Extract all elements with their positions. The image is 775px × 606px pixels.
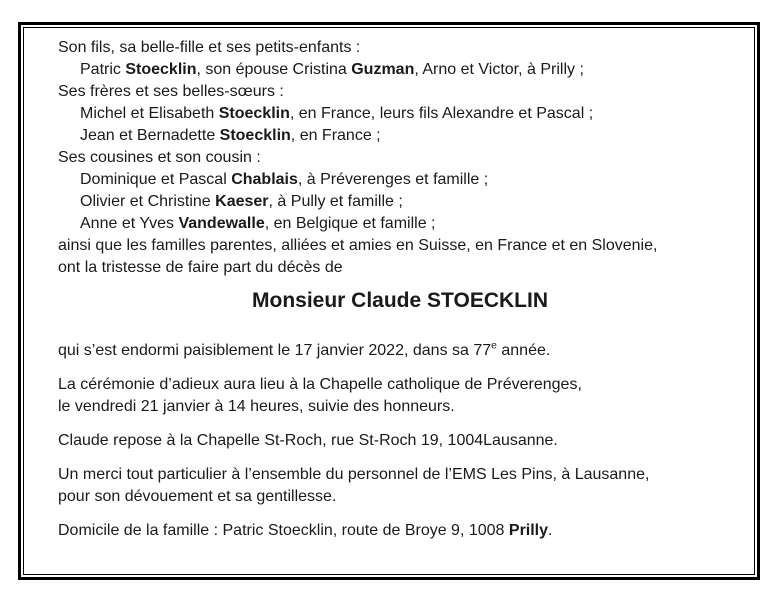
- paragraph-line: [58, 486, 742, 508]
- family-line: [58, 81, 742, 103]
- text-segment: Michel et Elisabeth: [80, 105, 219, 122]
- text-segment: Un merci tout particulier à l’ensemble du personnel de l’EMS Les Pins, à Lausanne,: [58, 466, 650, 483]
- text-segment: Chablais: [231, 171, 298, 188]
- family-line: [58, 169, 742, 191]
- text-segment: , à Préverenges et famille ;: [297, 171, 489, 188]
- text-segment: Olivier et Christine: [80, 193, 216, 210]
- paragraph-line: [58, 374, 742, 396]
- family-line: [58, 59, 742, 81]
- family-line: [58, 257, 742, 279]
- text-segment: .: [548, 522, 553, 539]
- text-segment: Kaeser: [215, 193, 269, 210]
- paragraph-line: [58, 340, 742, 362]
- text-segment: La cérémonie d’adieux aura lieu à la Chapelle catholique de Préverenges,: [58, 376, 582, 393]
- text-segment: Ses cousines et son cousin :: [58, 149, 261, 166]
- text-segment: , en Belgique et famille ;: [264, 215, 436, 232]
- notice-content: [24, 28, 754, 574]
- text-segment: qui s’est endormi paisiblement le 17 janvier 2022, dans sa 77: [58, 342, 492, 359]
- text-segment: , son épouse Cristina: [196, 61, 352, 78]
- paragraph-line: [58, 396, 742, 418]
- family-line: [58, 103, 742, 125]
- text-segment: , Arno et Victor, à Prilly ;: [414, 61, 584, 78]
- text-segment: ainsi que les familles parentes, alliées et amies en Suisse, en France et en Slovenie,: [58, 237, 658, 254]
- paragraph: [58, 340, 742, 362]
- text-segment: Jean et Bernadette: [80, 127, 220, 144]
- paragraph-line: [58, 464, 742, 486]
- text-segment: Vandewalle: [178, 215, 265, 232]
- paragraph: [58, 520, 742, 542]
- family-list: [58, 37, 742, 279]
- text-segment: Son fils, sa belle-fille et ses petits-enfants :: [58, 39, 361, 56]
- paragraph: [58, 430, 742, 452]
- paragraph-line: [58, 430, 742, 452]
- family-line: [58, 213, 742, 235]
- family-line: [58, 125, 742, 147]
- text-segment: Dominique et Pascal: [80, 171, 232, 188]
- text-segment: ont la tristesse de faire part du décès de: [58, 259, 343, 276]
- family-line: [58, 147, 742, 169]
- text-segment: Stoecklin: [219, 127, 291, 144]
- text-segment: Ses frères et ses belles-sœurs :: [58, 83, 284, 100]
- text-segment: Anne et Yves: [80, 215, 179, 232]
- text-segment: Guzman: [351, 61, 415, 78]
- deceased-name-title: Monsieur Claude STOECKLIN: [252, 289, 548, 312]
- text-segment: année.: [496, 342, 551, 359]
- text-segment: Claude repose à la Chapelle St-Roch, rue St-Roch 19, 1004Lausanne.: [58, 432, 558, 449]
- paragraph-line: [58, 520, 742, 542]
- paragraph: [58, 464, 742, 508]
- text-segment: Patric: [80, 61, 126, 78]
- text-segment: Domicile de la famille : Patric Stoecklin, route de Broye 9, 1008: [58, 522, 509, 539]
- family-line: [58, 235, 742, 257]
- notice-inner-border: [23, 27, 755, 575]
- text-segment: , en France ;: [290, 127, 381, 144]
- text-segment: Stoecklin: [218, 105, 290, 122]
- text-segment: e: [491, 340, 497, 352]
- paragraph: [58, 374, 742, 418]
- notice-outer-border: [18, 22, 760, 580]
- text-segment: , en France, leurs fils Alexandre et Pascal ;: [289, 105, 594, 122]
- text-segment: , à Pully et famille ;: [268, 193, 403, 210]
- text-segment: le vendredi 21 janvier à 14 heures, suivie des honneurs.: [58, 398, 455, 415]
- text-segment: Stoecklin: [125, 61, 197, 78]
- text-segment: pour son dévouement et sa gentillesse.: [58, 488, 337, 505]
- family-line: [58, 37, 742, 59]
- family-line: [58, 191, 742, 213]
- text-segment: Prilly: [508, 522, 549, 539]
- notice-paragraphs: [58, 340, 742, 542]
